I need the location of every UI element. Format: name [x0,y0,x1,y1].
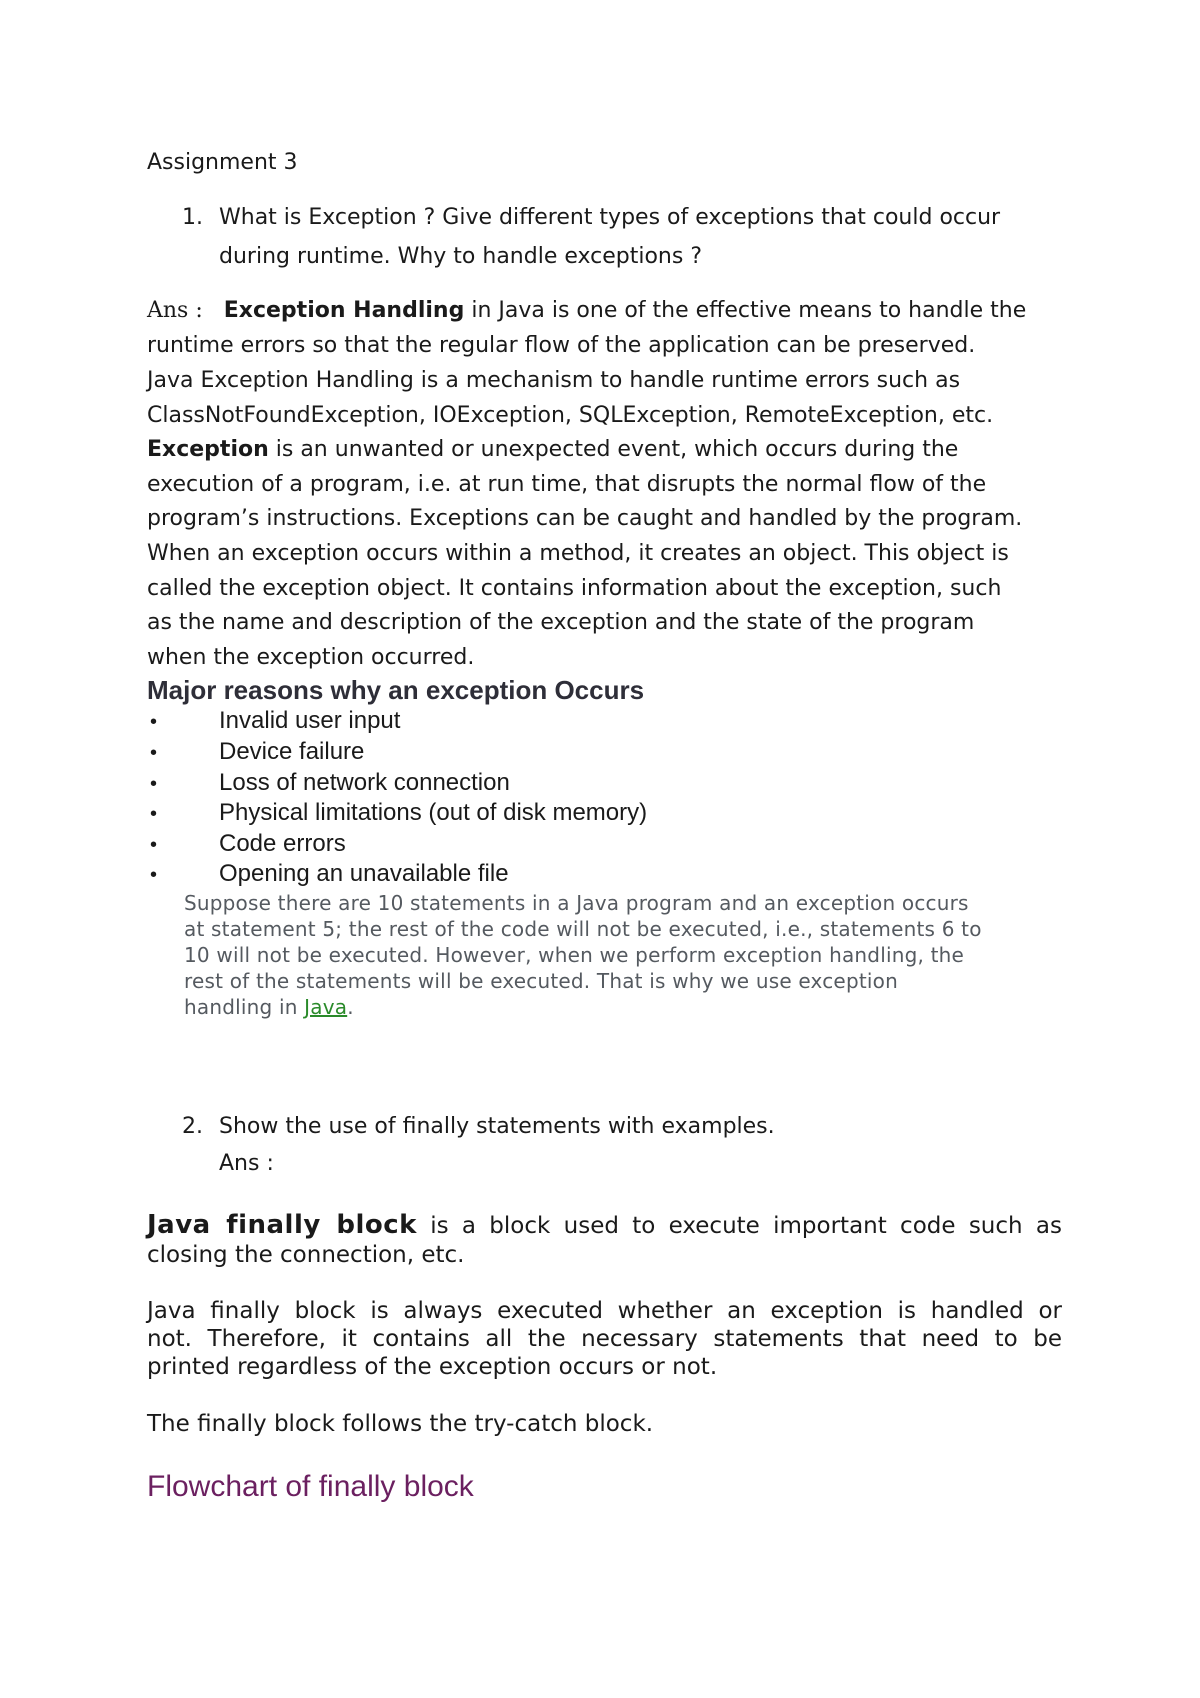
suppose-line4: rest of the statements will be executed. That is why we use exception [184,969,898,993]
ans1-line1-rest: in Java is one of the effective means to handle the [464,298,1027,323]
bullet-icon: • [150,864,158,886]
document-title: Assignment 3 [147,150,298,175]
q2-number: 2. [182,1114,203,1139]
major-reasons-heading: Major reasons why an exception Occurs [147,675,645,705]
finally-p2-line2: not. Therefore, it contains all the necessary statements that need to be [147,1326,1062,1352]
bullet-icon: • [150,773,158,795]
finally-p2-line3: printed regardless of the exception occurs or not. [147,1354,718,1380]
suppose-line5-prefix: handling in [184,995,305,1019]
finally-p1-line1-rest: is a block used to execute important code such as [416,1213,1062,1239]
finally-p1-line2: closing the connection, etc. [147,1242,465,1268]
suppose-line5-suffix: . [347,995,354,1019]
bullet-text: Code errors [219,830,346,857]
q2-ans-label: Ans : [219,1151,274,1176]
java-link[interactable]: Java [304,995,348,1019]
bullet-text: Loss of network connection [219,769,510,796]
suppose-line3: 10 will not be executed. However, when we perform exception handling, the [184,943,965,967]
ans1-line5-rest: is an unwanted or unexpected event, which occurs during the [268,437,959,462]
bullet-text: Physical limitations (out of disk memory) [219,799,648,826]
bullet-text: Device failure [219,738,365,765]
bullet-text: Opening an unavailable file [219,860,509,887]
ans1-line7: program’s instructions. Exceptions can be caught and handled by the program. [147,506,1023,531]
suppose-line5 [184,995,354,1019]
suppose-line2: at statement 5; the rest of the code will not be executed, i.e., statements 6 to [184,917,982,941]
finally-bold-term: Java finally block [147,1210,417,1240]
ans1-exception-bold: Exception [147,437,269,462]
bullet-icon: • [150,711,158,733]
ans1-line9: called the exception object. It contains information about the exception, such [147,576,1002,601]
q2-text: Show the use of finally statements with examples. [219,1114,775,1139]
ans1-line5 [147,437,958,462]
flowchart-heading: Flowchart of finally block [147,1470,474,1503]
bullet-icon: • [150,803,158,825]
q1-text-line2: during runtime. Why to handle exceptions ? [219,244,703,269]
ans1-line1 [147,298,1026,323]
ans1-line8: When an exception occurs within a method, it creates an object. This object is [147,541,1009,566]
bullet-icon: • [150,742,158,764]
ans1-line4: ClassNotFoundException, IOException, SQLException, RemoteException, etc. [147,403,994,428]
ans1-line6: execution of a program, i.e. at run time, that disrupts the normal flow of the [147,472,987,497]
ans1-bold-term: Exception Handling [223,298,465,323]
finally-p1-line1 [147,1210,1062,1240]
ans1-line11: when the exception occurred. [147,645,475,670]
ans1-prefix: Ans : [147,298,203,323]
bullet-icon: • [150,834,158,856]
finally-p2-line1: Java finally block is always executed whether an exception is handled or [147,1298,1062,1324]
q1-number: 1. [182,205,203,230]
q1-text-line1: What is Exception ? Give different types of exceptions that could occur [219,205,1001,230]
ans1-line10: as the name and description of the exception and the state of the program [147,610,975,635]
ans1-line3: Java Exception Handling is a mechanism to handle runtime errors such as [147,368,961,393]
finally-p3: The finally block follows the try-catch block. [147,1411,654,1437]
bullet-text: Invalid user input [219,707,401,734]
suppose-line1: Suppose there are 10 statements in a Java program and an exception occurs [184,891,969,915]
ans1-line2: runtime errors so that the regular flow of the application can be preserved. [147,333,976,358]
